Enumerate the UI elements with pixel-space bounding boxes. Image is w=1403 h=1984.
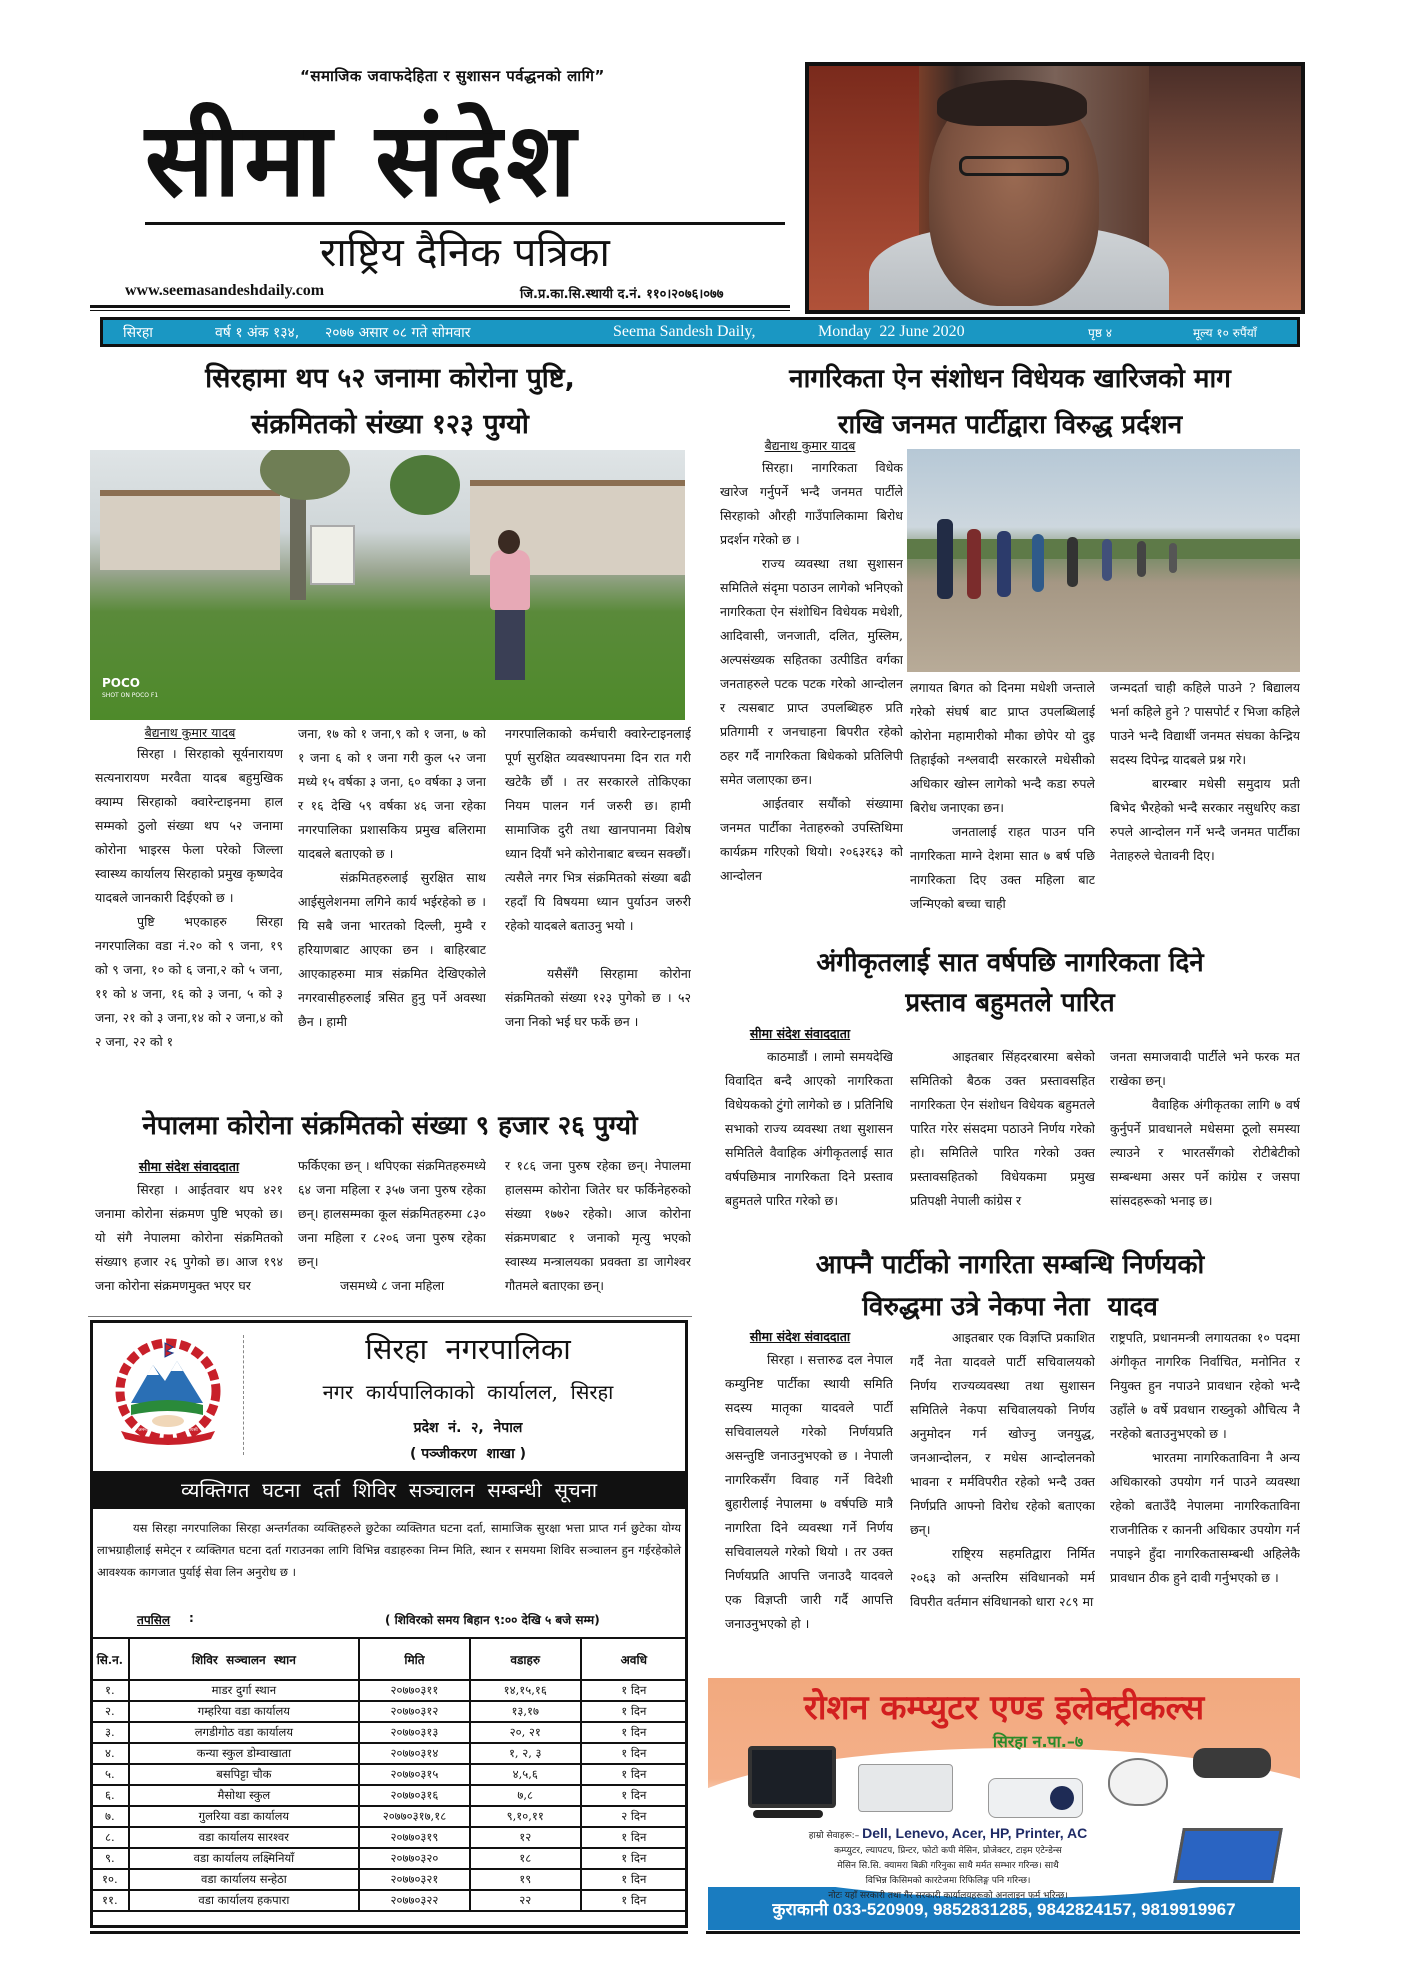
article3-col3-para: जन्मदर्ता चाही कहिले पाउने ? बिद्यालय भर्ना कहिले हुने ? पासपोर्ट र भिजा कहिले पाउने भन्दै विद्यार्थी जनमत संघका केन्द्रिय सदस्य दिपेन्द्र यादबले प्रश्न गरे। xyxy=(1110,680,1300,767)
article2-author: सीमा संदेश संवाददाता xyxy=(138,1159,240,1174)
table-row xyxy=(91,1785,687,1806)
article2-col1-para: सिरहा । आईतवार थप ४२१ जनामा कोरोना संक्रमण पुष्टि भएको छ। यो संगै नेपालमा कोरोना संक्रमितको संख्या९ हजार २६ पुगेको छ। आज १९४ जना कोरोना संक्रमणमुक्त भएर घर xyxy=(95,1182,283,1293)
article4-headline-line2: प्रस्ताव बहुमतले पारित xyxy=(905,988,1115,1018)
cell-wards: २२ xyxy=(470,1890,581,1911)
computer-shop-advertisement xyxy=(708,1678,1300,1930)
cell-duration: १ दिन xyxy=(581,1827,687,1848)
projector-lens-icon xyxy=(1050,1786,1074,1810)
cell-date: २०७७०३१४ xyxy=(359,1743,470,1764)
ad-brands: Dell, Lenevo, Acer, HP, Printer, AC xyxy=(862,1825,1088,1841)
photo-protester xyxy=(997,531,1011,597)
ad-shop-name: रोशन कम्प्युटर एण्ड इलेक्ट्रीकल्स xyxy=(803,1688,1205,1728)
photo-statue xyxy=(310,525,355,585)
camp-schedule-body xyxy=(91,1680,687,1911)
article2-column2 xyxy=(298,1154,486,1318)
cell-location: माडर दुर्गा स्थान xyxy=(129,1680,359,1701)
article3-col2-para: लगायत बिगत को दिनमा मधेशी जन्ताले गरेको संघर्ष बाट प्राप्त उपलब्धिलाई कोरोना महामारीको मौका छोपेर यो दुइ तिहाईको नश्लवादी सरकारले मधेसीको अधिकार खोस्न लागेको भन्दै कडा रुपले बिरोध जनाएका छन। xyxy=(910,680,1095,815)
masthead-rule-thin xyxy=(90,310,790,311)
cell-wards: १२ xyxy=(470,1827,581,1848)
cell-wards: १८ xyxy=(470,1848,581,1869)
article3-headline-line2: राखि जनमत पार्टीद्वारा विरुद्ध प्रर्दशन xyxy=(837,410,1183,440)
cell-duration: १ दिन xyxy=(581,1869,687,1890)
notice-banner: व्यक्तिगत घटना दर्ता शिविर सञ्चालन सम्बन्धी सूचना xyxy=(93,1471,685,1509)
cell-date: २०७७०३१३ xyxy=(359,1722,470,1743)
cell-duration: १ दिन xyxy=(581,1722,687,1743)
article5-headline-line1: आफ्नै पार्टीको नागरिता सम्बन्धि निर्णयको xyxy=(815,1250,1205,1280)
cell-duration: १ दिन xyxy=(581,1680,687,1701)
cell-date: २०७७०३११ xyxy=(359,1680,470,1701)
masthead-tagline: “समाजिक जवाफदेहिता र सुशासन पर्वद्धनको लागि” xyxy=(300,67,605,85)
article4-byline xyxy=(730,1023,870,1045)
notice-body xyxy=(97,1517,681,1583)
cell-date: २०७७०३२० xyxy=(359,1848,470,1869)
masthead-rule xyxy=(90,305,790,308)
newspaper-subtitle: राष्ट्रिय दैनिक पत्रिका xyxy=(320,230,610,276)
cell-location: वडा कार्यालय लक्ष्मिनियाँ xyxy=(129,1848,359,1869)
photo-protester xyxy=(1032,534,1044,592)
article1-col3-para: नगरपालिकाको कर्मचारी क्वारेन्टाइनलाई पूर्ण सुरक्षित व्यवस्थापनमा दिन रात गरी खटेकै छौं । तर सरकारले तोकिएका नियम पालन गर्न जरुरी छ। हामी सामाजिक दुरी तथा खानपानमा विशेष ध्यान दियौं भने कोरोनाबाट बच्चन सक्छौं। त्यसैले नगर भित्र संक्रमितको संख्या बढी रहदाँ यि विषयमा ध्यान पुर्याउन जरुरी रहेको यादबले बताउनु भयो । xyxy=(505,726,691,933)
cell-serial: ६. xyxy=(91,1785,129,1806)
article1-col3-para: यसैसँगै सिरहामा कोरोना संक्रमितको संख्या १२३ पुगेको छ । ५२ जना निको भई घर फर्के छन । xyxy=(505,966,691,1029)
title-underline xyxy=(145,222,785,225)
notice-bottom-rule xyxy=(90,1931,688,1934)
article3-headline-line1: नागरिकता ऐन संशोधन विधेयक खारिजको माग xyxy=(789,364,1231,394)
article5-col3-para: राष्ट्रपति, प्रधानमन्त्री लगायतका १० पदमा अंगीकृत नागरिक निर्वाचित, मनोनित र नियुक्त हुन नपाउने प्रावधान रहेको भन्दै उहाँले ७ वर्षे प्रवधान राख्नुको औचित्य नै नरहेको बताउनुभएको छ । xyxy=(1110,1330,1300,1441)
notice-body-text: यस सिरहा नगरपालिका सिरहा अन्तर्गतका व्यक्तिहरुले छुटेका व्यक्तिगत घटना दर्ता, सामाजिक सुरक्षा भत्ता प्राप्त गर्न छुटेका योग्य लाभग्राहीलाई समेट्न र व्यक्तिगत घटना दर्ता गराउनका लागि विभिन्न वडाहरुका निम्न मिति, स्थान र समयमा शिविर सञ्चालन हुन गईरहेकोले आवश्यक कागजात पुर्याई सेवा लिन अनुरोध छ । xyxy=(97,1521,681,1579)
cell-wards: १४,१५,१६ xyxy=(470,1680,581,1701)
photo-person-shirt xyxy=(490,550,530,610)
article3-col2-para: जनतालाई राहत पाउन पनि नागरिकता माग्ने देशमा सात ७ बर्ष पछि नागरिकता दिए उक्त महिला बाट जन्मिएको बच्चा चाही xyxy=(910,824,1095,911)
photo-person-head xyxy=(498,530,520,554)
article5-column1 xyxy=(725,1348,893,1660)
article3-column2 xyxy=(910,676,1095,930)
column-header-location: शिविर सञ्चालन स्थान xyxy=(129,1638,359,1680)
cell-location: बसपिट्टा चौक xyxy=(129,1764,359,1785)
cell-duration: १ दिन xyxy=(581,1848,687,1869)
datebar-nepali-date: २०७७ असार ०८ गते सोमवार xyxy=(325,324,471,341)
cell-serial: २. xyxy=(91,1701,129,1722)
cell-serial: ८. xyxy=(91,1827,129,1848)
datebar-place: सिरहा xyxy=(123,324,153,341)
article2-col2-para: फर्किएका छन् । थपिएका संक्रमितहरुमध्ये ६४ जना महिला र ३५७ जना पुरुष रहेका छन्। हालसम्मका कूल संक्रमितहरुमा ८३० जना महिला र ८२०६ जना पुरुष रहेका छन्। xyxy=(298,1158,486,1269)
cell-date: २०७७०३१७,१८ xyxy=(359,1806,470,1827)
notice-municipality-name: सिरहा नगरपालिका xyxy=(365,1332,571,1366)
cell-serial: ५. xyxy=(91,1764,129,1785)
article3-col1-para: आईतवार सयौंको संख्यामा जनमत पार्टीका नेताहरुको उपस्तिथिमा कार्यक्रम गरिएको थियो। २०६३र६३ को आन्दोलन xyxy=(720,796,903,883)
article4-col1-para: काठमाडौं । लामो समयदेखि विवादित बन्दै आएको नागरिकता विधेयकको टुंगो लागेको छ । प्रतिनिधि सभाको राज्य व्यवस्था तथा सुशासन समितिले वैवाहिक अंगीकृतलाई सात वर्षपछिमात्र नागरिकता दिने प्रस्ताव बहुमतले पारित गरेको छ। xyxy=(725,1049,893,1208)
cell-date: २०७७०३१६ xyxy=(359,1785,470,1806)
datebar-page: पृष्ठ ४ xyxy=(1088,325,1112,340)
cell-date: २०७७०३१५ xyxy=(359,1764,470,1785)
article5-byline xyxy=(730,1326,870,1348)
photo-hair xyxy=(937,80,1087,126)
notice-schedule-label: तपसिल xyxy=(137,1613,171,1627)
ad-note: नोटः यहाँ सरकारी तथा गैर सरकारी कार्यालयहरूको अनलाइन फर्म भरिन्छ। xyxy=(828,1891,1068,1901)
cell-location: मैसोथा स्कुल xyxy=(129,1785,359,1806)
article2-col2-para: जसमध्ये ८ जना महिला xyxy=(340,1278,445,1293)
date-bar xyxy=(100,317,1300,347)
photo-protester xyxy=(1137,541,1146,577)
photo-person-trousers xyxy=(495,610,525,680)
keyboard-icon xyxy=(753,1810,823,1818)
table-row xyxy=(91,1722,687,1743)
article3-author: बैद्यनाथ कुमार यादब xyxy=(764,438,856,453)
monitor-icon xyxy=(748,1746,836,1808)
article5-column2 xyxy=(910,1326,1095,1660)
article3-byline xyxy=(720,435,900,457)
article3-col1-para: राज्य व्यवस्था तथा सुशासन समितिले संदृमा पठाउन लागेको भनिएको नागरिकता ऐन संशोधिन विधेयक मधेशी, आदिवासी, जनजाती, दलित, मुस्लिम, अल्पसंख्यक सहितका उत्पीडित वर्गका जनताहरुले पटक पटक गरेको आन्दोलन र त्यसबाट प्राप्त उपलब्धिहरु प्रति प्रतिगामी र जनचाहना बिपरीत रहेको ठहर गर्दै नागरिकता बिधेकको प्रतिलिपी समेत जलाएका छन। xyxy=(720,556,903,787)
photo-protester xyxy=(1169,543,1177,573)
datebar-price: मूल्य १० रुपैंयाँ xyxy=(1193,325,1257,340)
notice-branch: ( पञ्जीकरण शाखा ) xyxy=(409,1446,527,1462)
article3-column1 xyxy=(720,456,903,930)
ad-services-label: हाम्रो सेवाहरू:– xyxy=(808,1831,860,1841)
article1-col2-para: संक्रमितहरुलाई सुरक्षित साथ आईसुलेशनमा लगिने कार्य भईरहेको छ । यि सबै जना भारतको दिल्ली, मुम्वै र हरियाणबाट आएका छन । बाहिरबाट आएकाहरुमा मात्र संक्रमित देखिएकोले नगरवासीहरुलाई त्रसित हुनु पर्ने अवस्था छैन । हामी xyxy=(298,870,486,1029)
table-row xyxy=(91,1743,687,1764)
nepal-emblem-icon xyxy=(103,1333,233,1453)
column-header-duration: अवधि xyxy=(581,1638,687,1680)
cell-date: २०७७०३२१ xyxy=(359,1869,470,1890)
cell-location: वडा कार्यालय सारश्वर xyxy=(129,1827,359,1848)
photo-building-left xyxy=(100,490,280,570)
table-row xyxy=(91,1890,687,1911)
cell-location: वडा कार्यालय हकपारा xyxy=(129,1890,359,1911)
table-row xyxy=(91,1827,687,1848)
municipality-notice xyxy=(90,1320,688,1928)
table-row xyxy=(91,1848,687,1869)
photo-background-person-right xyxy=(1149,66,1305,314)
article1-headline-line1: सिरहामा थप ५२ जनामा कोरोना पुष्टि, xyxy=(205,363,575,394)
article4-column1 xyxy=(725,1045,893,1245)
ad-bottom-rule xyxy=(706,1931,1300,1934)
photo-protester xyxy=(967,529,981,599)
article1-column2 xyxy=(298,722,486,1097)
cell-duration: १ दिन xyxy=(581,1764,687,1785)
article4-col3-para: जनता समाजवादी पार्टीले भने फरक मत राखेका छन्। xyxy=(1110,1049,1300,1088)
article1-byline xyxy=(90,722,290,744)
article1-column1 xyxy=(95,742,283,1097)
article2-column1 xyxy=(95,1178,283,1318)
article2-col3-para: र १८६ जना पुरुष रहेका छन्। नेपालमा हालसम्म कोरोना जितेर घर फर्किनेहरुको संख्या १७७२ रहेको। आज कोरोना संक्रमणबाट १ जनाको मृत्यु भएको स्वास्थ्य मन्त्रालयका प्रवक्ता डा जागेश्वर गौतमले बताएका छन्। xyxy=(505,1158,691,1293)
cell-location: वडा कार्यालय सन्हेठा xyxy=(129,1869,359,1890)
article1-col2-para: जना, १७ को १ जना,९ को १ जना, ७ को १ जना ६ को १ जना गरी कुल ५२ जना मध्ये १५ वर्षका ३ जना, ६० वर्षका ३ जना र १६ देखि ५९ वर्षका ४६ जना रहेका नगरपालिका प्रशासकिय प्रमुख बलिरामा यादबले बताएको छ । xyxy=(298,726,486,861)
cell-wards: ९,१०,११ xyxy=(470,1806,581,1827)
lead-portrait-photo xyxy=(805,62,1305,314)
photo-watermark-shot: SHOT ON POCO F1 xyxy=(102,692,159,699)
article4-column2 xyxy=(910,1045,1095,1245)
table-row xyxy=(91,1806,687,1827)
notice-office-name: नगर कार्यपालिकाको कार्यालल, सिरहा xyxy=(322,1380,614,1404)
article5-author: सीमा संदेश संवाददाता xyxy=(749,1329,851,1344)
cell-location: कन्या स्कुल डोम्वाखाता xyxy=(129,1743,359,1764)
cell-serial: ७. xyxy=(91,1806,129,1827)
cell-serial: १०. xyxy=(91,1869,129,1890)
article2-column3 xyxy=(505,1154,691,1318)
ad-services-line: कम्प्युटर, ल्यापटप, प्रिन्टर, फोटो कपी मेसिन, प्रोजेक्टर, टाइम एटेन्डेन्स xyxy=(834,1846,1062,1856)
photo-tree-canopy-2 xyxy=(390,455,460,515)
article5-column3 xyxy=(1110,1326,1300,1676)
ad-services-line: विभिन्न किसिमको कारटेजमा रिफिलिङ्ग पनि गरिन्छ। xyxy=(865,1876,1031,1886)
cell-wards: १३,१७ xyxy=(470,1701,581,1722)
cell-duration: १ दिन xyxy=(581,1890,687,1911)
cctv-camera-icon xyxy=(1193,1748,1271,1778)
cell-wards: ७,८ xyxy=(470,1785,581,1806)
table-row xyxy=(91,1869,687,1890)
dome-camera-icon xyxy=(1108,1758,1168,1806)
article3-col1-para: सिरहा। नागरिकता विधेक खारेज गर्नुपर्ने भन्दै जनमत पार्टीले सिरहाको औरही गाउँपालिकामा बिरोध प्रदर्शन गरेको छ । xyxy=(720,460,903,547)
article1-column3 xyxy=(505,722,691,1097)
article1-col1-para: पुष्टि भएकाहरु सिरहा नगरपालिका वडा नं.२० को ९ जना, १९ को ९ जना, १० को ६ जना,२ को ५ जना, ११ को ४ जना, १६ को ३ जना, ५ को ३ जना, २१ को ३ जना,१४ को २ जना,४ को २ जना, २२ को १ xyxy=(95,914,283,1049)
photo-protester xyxy=(1067,537,1078,587)
article1-col1-para: सिरहा । सिरहाको सूर्यनारायण सत्यनारायण मरवैता यादब बहुमुखिक क्याम्प सिरहाको क्वारेन्टाइनमा हाल सम्मको ठुलो संख्या थप ५२ जनामा कोरोना भाइरस फेला परेको जिल्ला स्वास्थ्य कार्यालय सिरहाको प्रमुख कृष्णदेव यादबले जानकारी दिईएको छ । xyxy=(95,746,283,905)
cell-serial: ४. xyxy=(91,1743,129,1764)
article5-col2-para: आइतबार एक विज्ञप्ति प्रकाशित गर्दै नेता यादवले पार्टी सचिवालयको निर्णय राज्यव्यवस्था तथा सुशासन समितिले नेकपा सचिवालयको निर्णय अनुमोदन गर्न खोज्नु जनयुद्ध, जनआन्दोलन, र मधेस आन्दोलनको भावना र मर्मविपरीत रहेको भन्दै उक्त निर्णप्रति आफ्नो विरोध रहेको बताएका छन्। xyxy=(910,1330,1095,1537)
ad-shop-location: सिरहा न.पा.–७ xyxy=(992,1732,1084,1751)
article1-photo xyxy=(90,450,685,720)
emblem-motto: जननी जन्मभूमिश्च स्वर्गादपि गरीयसी xyxy=(138,1428,198,1433)
newspaper-title: सीमा संदेश xyxy=(145,100,580,220)
column-header-wards: वडाहरु xyxy=(470,1638,581,1680)
cell-wards: २०, २१ xyxy=(470,1722,581,1743)
printer-icon xyxy=(858,1764,953,1812)
photo-watermark-brand: POCO xyxy=(102,676,141,690)
article5-headline-line2: विरुद्धमा उत्रे नेकपा नेता यादव xyxy=(862,1292,1158,1322)
cell-serial: ९. xyxy=(91,1848,129,1869)
article3-col3-para: बारम्बार मधेसी समुदाय प्रती बिभेद भैरहेको भन्दै सरकार नसुधरिए कडा रुपले आन्दोलन गर्ने भन्दै जनमत पार्टीका नेताहरुले चेतावनी दिए। xyxy=(1110,776,1300,863)
notice-divider xyxy=(243,1335,244,1455)
article3-column3 xyxy=(1110,676,1300,930)
cell-serial: १. xyxy=(91,1680,129,1701)
cell-duration: १ दिन xyxy=(581,1743,687,1764)
cell-duration: २ दिन xyxy=(581,1806,687,1827)
cell-location: लगडीगोठ वडा कार्यालय xyxy=(129,1722,359,1743)
article2-divider xyxy=(88,1316,692,1317)
column-header-date: मिति xyxy=(359,1638,470,1680)
notice-camp-time: ( शिविरको समय बिहान ९:०० देखि ५ बजे सम्म) xyxy=(385,1613,600,1627)
datebar-english-name: Seema Sandesh Daily, xyxy=(613,323,756,340)
photo-protester xyxy=(937,519,953,599)
cell-duration: १ दिन xyxy=(581,1701,687,1722)
article5-col3-para: भारतमा नागरिकताविना नै अन्य अधिकारको उपयोग गर्न पाउने व्यवस्था रहेको बताउँदै नेपालमा नागरिकताविना राजनीतिक र काननी अधिकार उपयोग गर्न नपाइने हुँदा नागरिकतासम्बन्धी अहिलेकै प्रावधान ठीक हुने दावी गर्नुभएको छ । xyxy=(1110,1450,1300,1585)
article4-col3-para: वैवाहिक अंगीकृतका लागि ७ वर्ष कुर्नुपर्ने प्रावधानले मधेसमा ठूलो समस्या ल्याउने र भारतसँगको रोटीबेटीको सम्बन्धमा असर पर्ने कांग्रेस र जसपा सांसदहरूको भनाइ छ। xyxy=(1110,1097,1300,1208)
article4-author: सीमा संदेश संवाददाता xyxy=(749,1026,851,1041)
cell-date: २०७७०३१२ xyxy=(359,1701,470,1722)
article5-col1-para: सिरहा । सत्तारुढ दल नेपाल कम्युनिष्ट पार्टीका स्थायी समिति सदस्य मातृका यादवले पार्टी सचिवालयले गरेको निर्णयप्रति असन्तुष्टि जनाउनुभएको छ । नेपाली नागरिकसँग विवाह गर्ने विदेशी बुहारीलाई नेपालमा ७ वर्षपछि मात्रै नागरिता दिने व्यवस्था गर्ने निर्णय सचिवालयले गरेको थियो । तर उक्त निर्णयप्रति आपत्ति जनाउदै यादवले एक विज्ञप्ती जारी गर्दै आपत्ति जनाउनुभएको हो । xyxy=(725,1352,893,1631)
ad-contact-numbers: कुराकानी 033-520909, 9852831285, 9842824157, 9819919967 xyxy=(772,1900,1236,1919)
notice-schedule-colon: : xyxy=(189,1611,194,1625)
camp-schedule-table xyxy=(90,1637,688,1912)
cell-wards: ४,५,६ xyxy=(470,1764,581,1785)
cell-location: गम्हरिया वडा कार्यालय xyxy=(129,1701,359,1722)
datebar-issue: वर्ष १ अंक १३४, xyxy=(215,324,300,341)
article1-author: बैद्यनाथ कुमार यादब xyxy=(144,725,236,740)
article4-col2-para: आइतबार सिंहदरबारमा बसेको समितिको बैठक उक्त प्रस्तावसहित नागरिकता ऐन संशोधन विधेयक बहुमतले पारित गरेर संसदमा पठाउने निर्णय गरेको हो। समितिले पारित गरेको उक्त प्रस्तावसहितको विधेयकमा प्रमुख प्रतिपक्षी नेपाली कांग्रेस र xyxy=(910,1049,1095,1208)
article1-headline-line2: संक्रमितको संख्या १२३ पुग्यो xyxy=(251,409,529,440)
laptop-icon xyxy=(1173,1828,1283,1883)
cell-wards: १९ xyxy=(470,1869,581,1890)
table-header-row xyxy=(91,1638,687,1680)
cell-wards: १, २, ३ xyxy=(470,1743,581,1764)
cell-date: २०७७०३२२ xyxy=(359,1890,470,1911)
cell-serial: ३. xyxy=(91,1722,129,1743)
table-row xyxy=(91,1701,687,1722)
table-row xyxy=(91,1764,687,1785)
cell-date: २०७७०३१९ xyxy=(359,1827,470,1848)
cell-serial: ११. xyxy=(91,1890,129,1911)
article2-headline: नेपालमा कोरोना संक्रमितको संख्या ९ हजार २६ पुग्यो xyxy=(142,1111,638,1141)
cell-duration: १ दिन xyxy=(581,1785,687,1806)
photo-protester xyxy=(1102,539,1112,581)
article2-byline xyxy=(95,1156,283,1178)
column-header-serial: सि.न. xyxy=(91,1638,129,1680)
datebar-english-date: Monday 22 June 2020 xyxy=(818,323,965,340)
article3-protest-photo xyxy=(907,449,1300,672)
cell-location: गुलरिया वडा कार्यालय xyxy=(129,1806,359,1827)
article4-headline-line1: अंगीकृतलाई सात वर्षपछि नागरिकता दिने xyxy=(816,948,1204,978)
article5-col2-para: राष्टि्रय सहमतिद्वारा निर्मित २०६३ को अन्तरिम संविधानको मर्म विपरीत वर्तमान संविधानको धारा २८९ मा xyxy=(910,1546,1095,1609)
photo-glasses xyxy=(959,156,1069,176)
table-row xyxy=(91,1680,687,1701)
website-link[interactable]: www.seemasandeshdaily.com xyxy=(125,282,325,299)
notice-province: प्रदेश नं. २, नेपाल xyxy=(413,1420,523,1436)
article4-column3 xyxy=(1110,1045,1300,1245)
registration-number: जि.प्र.का.सि.स्थायी द.नं. ११०।२०७६।०७७ xyxy=(520,287,724,302)
ad-services-line: मेसिन सि.सि. क्यामरा बिक्री गरिनुका साथै मर्मत सम्भार गरिन्छ। साथै xyxy=(837,1861,1059,1871)
